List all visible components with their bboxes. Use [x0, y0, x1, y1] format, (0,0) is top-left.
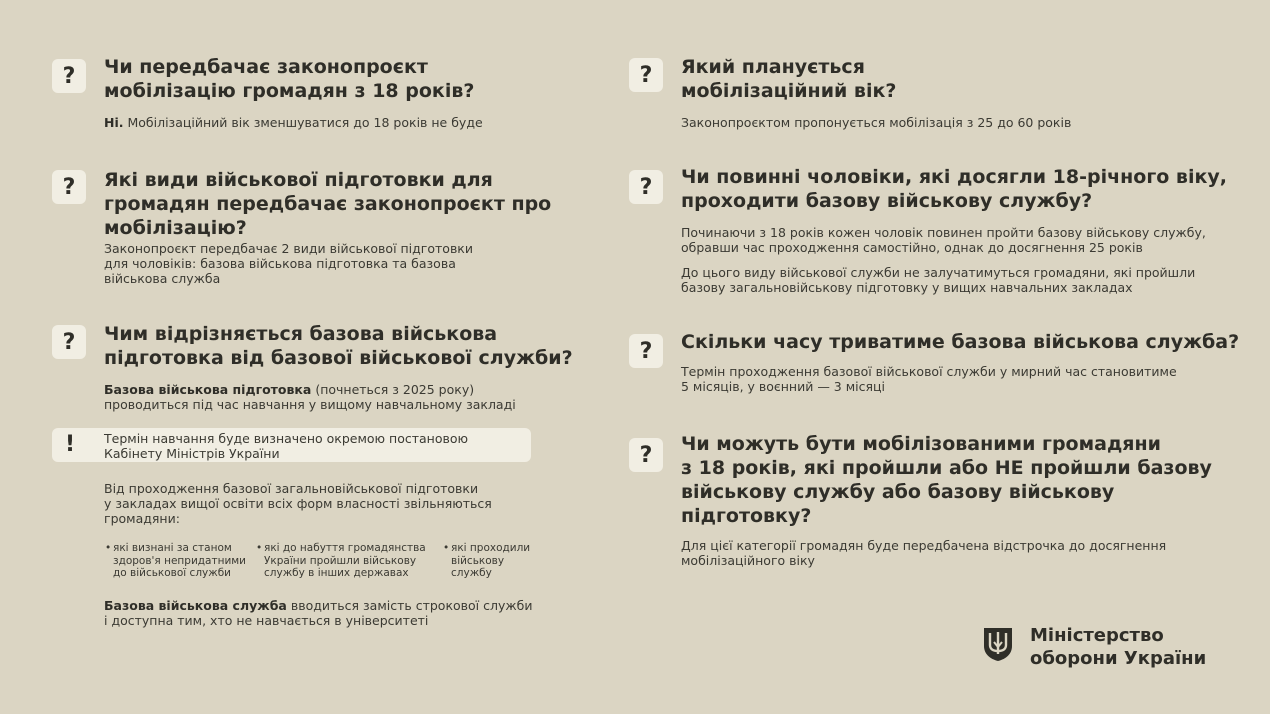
answer-3b-bold: Базова військова служба: [104, 598, 287, 613]
ministry-line2: оборони України: [1030, 648, 1207, 669]
exemption-line1: Від проходження базової загальновійськової підготовки: [104, 481, 479, 496]
answer-1-bold: Ні.: [104, 115, 124, 130]
note-line2: Кабінету Міністрів України: [104, 446, 280, 461]
answer-5-part1: [681, 225, 1206, 255]
question-mark-icon: ?: [52, 325, 86, 359]
answer-6: [681, 364, 1177, 394]
bullet-1-line2: здоров'я непридатними: [113, 554, 247, 567]
question-mark-icon: ?: [629, 438, 663, 472]
question-2-line2: громадян передбачає законопроєкт про: [104, 193, 552, 215]
bullet-item: [256, 542, 426, 580]
answer-6-line1: Термін проходження базової військової служби у мирний час становитиме: [681, 364, 1177, 379]
answer-3b-line2: і доступна тим, хто не навчається в університеті: [104, 613, 429, 628]
question-5-line1: Чи повинні чоловіки, які досягли 18-річного віку,: [681, 166, 1227, 188]
question-7-line3: військову службу або базову військову: [681, 481, 1115, 503]
note-line1: Термін навчання буде визначено окремою постановою: [104, 431, 469, 446]
answer-6-line2: 5 місяців, у воєнний — 3 місяці: [681, 379, 886, 394]
bullet-1-line3: до військової служби: [113, 567, 232, 579]
question-6-line1: Скільки часу триватиме базова військова служба?: [681, 331, 1240, 353]
question-6-title: [681, 330, 1239, 354]
exemption-line2: у закладах вищої освіти всіх форм власності звільняються: [104, 496, 492, 511]
answer-3-text: (почнеться з 2025 року): [311, 382, 475, 397]
ministry-line1: Міністерство: [1030, 625, 1164, 646]
question-4-title: [681, 55, 896, 103]
bullet-dot: •: [256, 542, 263, 554]
answer-2-line1: Законопроєкт передбачає 2 види військової підготовки: [104, 241, 473, 256]
question-mark-icon: ?: [629, 334, 663, 368]
answer-3-line2: проводиться під час навчання у вищому навчальному закладі: [104, 397, 516, 412]
question-4-line1: Який планується: [681, 56, 865, 78]
answer-7-line2: мобілізаційного віку: [681, 553, 815, 568]
answer-7: [681, 538, 1166, 568]
answer-3-part2: [104, 598, 532, 628]
answer-4-text: Законопроєктом пропонується мобілізація з 25 до 60 років: [681, 115, 1072, 130]
question-7-line4: підготовку?: [681, 505, 812, 527]
answer-1: [104, 115, 483, 130]
question-7-title: [681, 432, 1212, 528]
bullet-3-line1: які проходили: [451, 542, 531, 554]
answer-1-text: Мобілізаційний вік зменшуватися до 18 років не буде: [123, 115, 483, 130]
answer-4: [681, 115, 1071, 130]
question-mark-icon: ?: [629, 58, 663, 92]
bullet-3-line3: службу: [451, 567, 492, 579]
question-3-line1: Чим відрізняється базова військова: [104, 323, 498, 345]
exemption-text: [104, 481, 492, 526]
answer-7-line1: Для цієї категорії громадян буде передбачена відстрочка до досягнення: [681, 538, 1167, 553]
question-mark-icon: ?: [52, 170, 86, 204]
question-mark-icon: ?: [629, 170, 663, 204]
answer-5-part2: [681, 265, 1195, 295]
answer-5-line2: обравши час проходження самостійно, однак до досягнення 25 років: [681, 240, 1143, 255]
question-4-line2: мобілізаційний вік?: [681, 80, 897, 102]
bullet-3-line2: військову: [451, 554, 505, 567]
answer-5b-line1: До цього виду військової служби не залучатимуться громадяни, які пройшли: [681, 265, 1196, 280]
question-3-line2: підготовка від базової військової служби?: [104, 347, 573, 369]
question-mark-icon: ?: [52, 59, 86, 93]
question-1-title: [104, 55, 474, 103]
bullet-item: [105, 542, 247, 580]
note-text: [104, 431, 468, 461]
answer-5-line1: Починаючи з 18 років кожен чоловік повинен пройти базову військову службу,: [681, 225, 1206, 240]
answer-2-line2: для чоловіків: базова військова підготовка та базова: [104, 256, 456, 271]
exemption-line3: громадяни:: [104, 511, 180, 526]
answer-5b-line2: базову загальновійськову підготовку у вищих навчальних закладах: [681, 280, 1133, 295]
question-5-title: [681, 165, 1227, 213]
question-7-line2: з 18 років, які пройшли або НЕ пройшли базову: [681, 457, 1212, 479]
ministry-name: [1030, 624, 1206, 670]
exclamation-icon: !: [65, 432, 76, 457]
answer-2: [104, 241, 473, 286]
question-5-line2: проходити базову військову службу?: [681, 190, 1093, 212]
answer-2-line3: військова служба: [104, 271, 221, 286]
question-3-title: [104, 322, 573, 370]
bullet-1-line1: які визнані за станом: [113, 542, 232, 554]
question-2-line1: Які види військової підготовки для: [104, 169, 493, 191]
answer-3b-text: вводиться замість строкової служби: [286, 598, 533, 613]
question-2-line3: мобілізацію?: [104, 217, 247, 239]
answer-3-part1: [104, 382, 516, 412]
bullet-2-line1: які до набуття громадянства: [264, 542, 426, 554]
question-7-line1: Чи можуть бути мобілізованими громадяни: [681, 433, 1161, 455]
question-1-line2: мобілізацію громадян з 18 років?: [104, 80, 475, 102]
bullet-dot: •: [105, 542, 112, 554]
bullet-2-line2: України пройшли військову: [264, 554, 417, 567]
question-1-line1: Чи передбачає законопроєкт: [104, 56, 428, 78]
note-callout: [52, 428, 531, 462]
bullet-dot: •: [443, 542, 450, 554]
answer-3-bold: Базова військова підготовка: [104, 382, 312, 397]
question-2-title: [104, 168, 551, 240]
bullet-2-line3: службу в інших державах: [264, 567, 409, 579]
trident-shield-icon: [982, 626, 1014, 662]
bullet-item: [443, 542, 531, 580]
